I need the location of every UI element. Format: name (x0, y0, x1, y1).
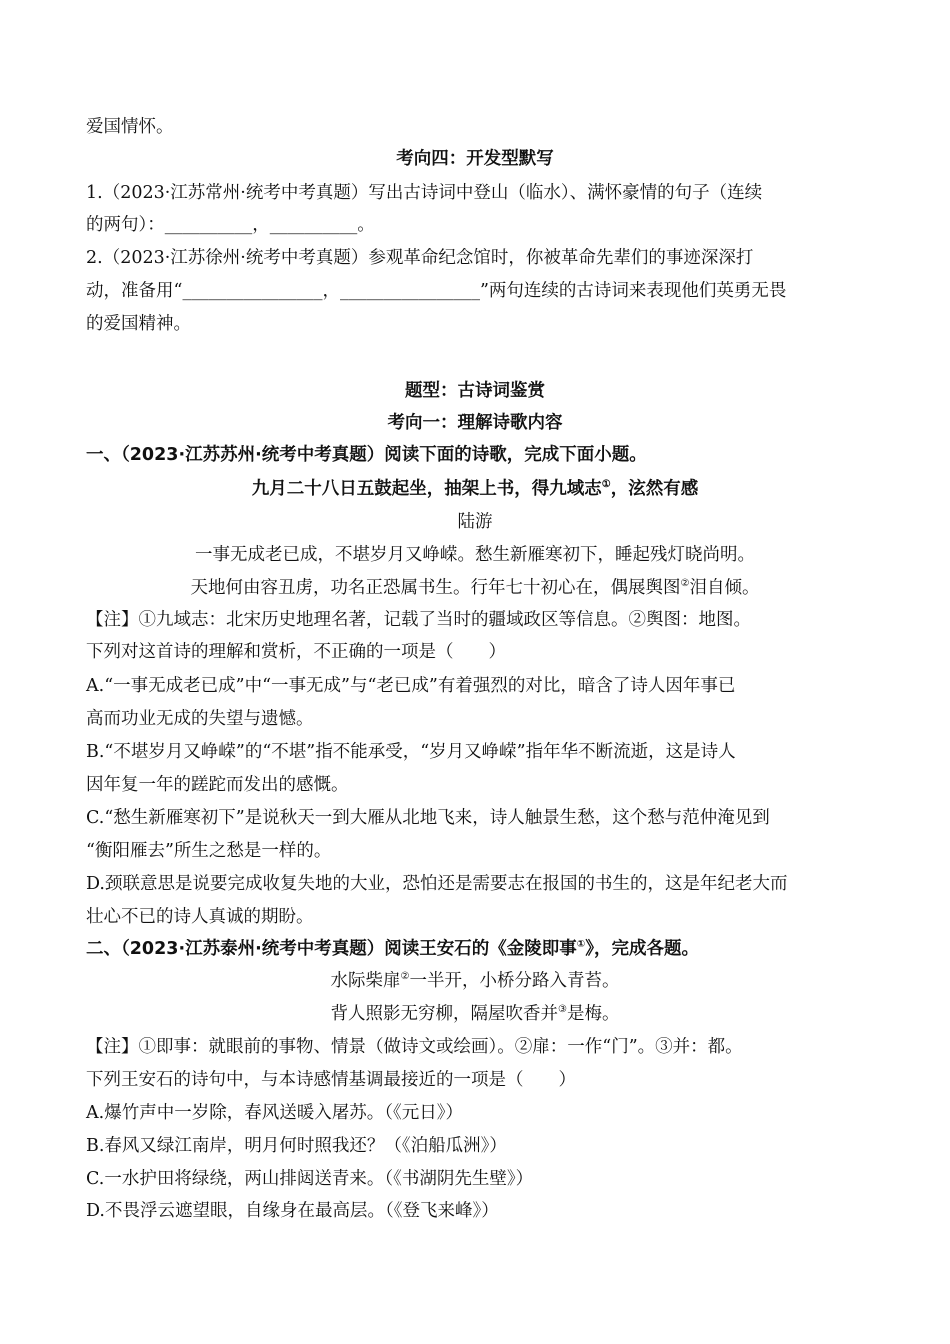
poem-author: 陆游 (457, 512, 493, 532)
question-1-line: 的两句）：__________，__________。 (86, 215, 375, 235)
question-2-line: 的爱国精神。 (86, 314, 191, 334)
poem-title: 九月二十八日五鼓起坐，抽架上书，得九域志①，泫然有感 (251, 479, 699, 499)
option-c: C.一水护田将绿绕，两山排闼送青来。（《书湖阴先生壁》） (86, 1169, 534, 1189)
text-line: 爱国情怀。 (86, 117, 174, 137)
passage-2-intro: 二、（2023·江苏泰州·统考中考真题）阅读王安石的《金陵即事①》，完成各题。 (86, 939, 699, 959)
poem-line: 一事无成老已成，不堪岁月又峥嵘。愁生新雁寒初下，睡起残灯晓尚明。 (195, 545, 755, 565)
option-a: 高而功业无成的失望与遗憾。 (86, 709, 314, 729)
option-c: C.“愁生新雁寒初下”是说秋天一到大雁从北地飞来，诗人触景生愁，这个愁与范仲淹见到 (86, 808, 770, 828)
option-d: 壮心不已的诗人真诚的期盼。 (86, 907, 314, 927)
footnote-marker: ① (601, 479, 611, 491)
section-heading: 考向一：理解诗歌内容 (387, 413, 563, 433)
option-d: D.不畏浮云遮望眼，自缘身在最高层。（《登飞来峰》） (86, 1201, 499, 1221)
option-b: B.“不堪岁月又峥嵘”的“不堪”指不能承受，“岁月又峥嵘”指年华不断流逝，这是诗人 (86, 742, 736, 762)
poem-line: 天地何由容丑虏，功名正恐属书生。行年七十初心在，偶展舆图②泪自倾。 (190, 578, 760, 598)
footnote-marker: ① (576, 939, 586, 951)
option-b: 因年复一年的蹉跎而发出的感慨。 (86, 775, 349, 795)
option-c: “衡阳雁去”所生之愁是一样的。 (86, 841, 332, 861)
section-heading: 考向四：开发型默写 (396, 149, 554, 169)
option-a: A.爆竹声中一岁除，春风送暖入屠苏。（《元日》） (86, 1103, 463, 1123)
poem-note: 【注】①九域志：北宋历史地理名著，记载了当时的疆域政区等信息。②舆图：地图。 (86, 610, 751, 630)
question-2-line: 2.（2023·江苏徐州·统考中考真题）参观革命纪念馆时，你被革命先辈们的事迹深深打 (86, 248, 754, 268)
footnote-marker: ③ (558, 1004, 567, 1016)
poem-note: 【注】①即事：就眼前的事物、情景（做诗文或绘画）。②扉：一作“门”。③并：都。 (86, 1037, 743, 1057)
question-prompt: 下列对这首诗的理解和赏析，不正确的一项是（ ） (86, 642, 506, 662)
option-b: B.春风又绿江南岸，明月何时照我还？（《泊船瓜洲》） (86, 1136, 507, 1156)
question-2-line: 动，准备用“________________，________________”两句连续的古诗词来表现他们英勇无畏 (86, 281, 787, 301)
option-d: D.颈联意思是说要完成收复失地的大业，恐怕还是需要志在报国的书生的，这是年纪老大而 (86, 874, 788, 894)
footnote-marker: ② (400, 971, 410, 983)
poem-line: 水际柴扉②一半开，小桥分路入青苔。 (330, 971, 620, 991)
passage-1-intro: 一、（2023·江苏苏州·统考中考真题）阅读下面的诗歌，完成下面小题。 (86, 445, 647, 465)
poem-line: 背人照影无穷柳，隔屋吹香并③是梅。 (330, 1004, 620, 1024)
footnote-marker: ② (680, 578, 690, 590)
type-heading: 题型：古诗词鉴赏 (405, 381, 545, 401)
option-a: A.“一事无成老已成”中“一事无成”与“老已成”有着强烈的对比，暗含了诗人因年事已 (86, 676, 736, 696)
question-1-line: 1.（2023·江苏常州·统考中考真题）写出古诗词中登山（临水）、满怀豪情的句子（连续 (86, 183, 763, 203)
question-prompt: 下列王安石的诗句中，与本诗感情基调最接近的一项是（ ） (86, 1070, 576, 1090)
